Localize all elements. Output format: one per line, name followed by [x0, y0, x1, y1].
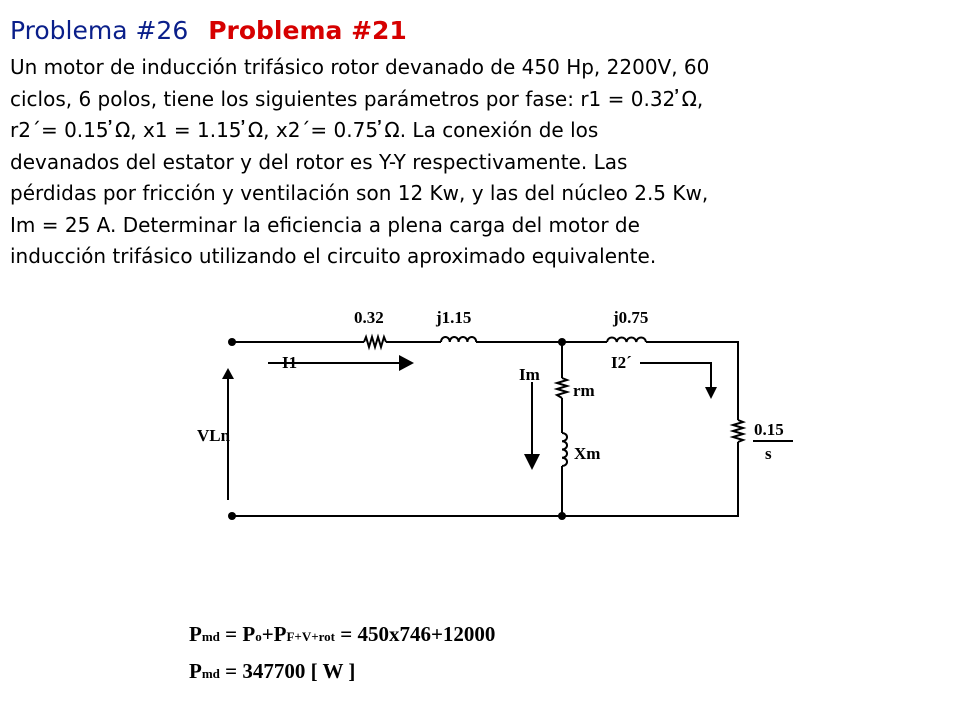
statement-line: ciclos, 6 polos, tiene los siguientes parámetros por fase: r1 = 0.32 ̓Ω,	[10, 86, 704, 111]
node-bottom	[558, 512, 566, 520]
x2-inductor	[607, 338, 646, 342]
title-line	[10, 14, 955, 48]
formula-line-2	[189, 654, 495, 691]
formula-text: P	[189, 659, 202, 683]
formula-subscript: F+V+rot	[286, 629, 335, 644]
xm-label: Xm	[574, 444, 601, 463]
formula-text: = 347700 [ W ]	[219, 659, 356, 683]
terminal-top	[228, 338, 236, 346]
equivalent-circuit-diagram	[0, 290, 960, 540]
problem-title: Problema #26	[10, 16, 189, 45]
vln-arrowhead	[222, 368, 234, 379]
i2-label: I2´	[611, 353, 632, 372]
terminal-bottom	[228, 512, 236, 520]
load-denominator: s	[765, 444, 772, 463]
statement-line: devanados del estator y del rotor es Y-Y respectivamente. Las	[10, 149, 628, 174]
vln-label: VLn	[197, 426, 231, 445]
xm-inductor	[562, 433, 567, 466]
im-label: Im	[519, 365, 540, 384]
load-resistor	[733, 420, 743, 442]
i2-arrow-line	[640, 363, 711, 388]
x1-inductor	[441, 337, 476, 342]
i2-arrowhead	[705, 387, 717, 399]
formula-text: +P	[261, 622, 287, 646]
formula-line-1	[189, 617, 495, 654]
x1-label: j1.15	[436, 308, 472, 327]
r1-resistor	[364, 337, 386, 347]
x2-label: j0.75	[613, 308, 649, 327]
formula-text: = 450x746+12000	[335, 622, 496, 646]
formula-text: = P	[219, 622, 256, 646]
formula-subscript: md	[201, 629, 220, 644]
im-arrowhead	[524, 454, 540, 470]
top-wire	[232, 342, 738, 420]
bottom-wire	[232, 442, 738, 516]
load-numerator: 0.15	[754, 420, 784, 439]
header	[10, 14, 955, 273]
statement-line: Im = 25 A. Determinar la eficiencia a plena carga del motor de	[10, 212, 640, 237]
i1-label: I1	[282, 353, 298, 372]
node-top	[558, 338, 566, 346]
formula-subscript: md	[201, 666, 220, 681]
rm-resistor	[557, 378, 567, 398]
i1-arrowhead	[399, 355, 414, 371]
statement-line: Un motor de inducción trifásico rotor devanado de 450 Hp, 2200V, 60	[10, 55, 710, 79]
statement-line: r2´= 0.15 ̓Ω, x1 = 1.15 ̓Ω, x2´= 0.75 ̓Ω. La conexión de los	[10, 118, 599, 142]
problem-title-alt: Problema #21	[208, 16, 407, 45]
formulas	[189, 617, 495, 691]
rm-label: rm	[573, 381, 595, 400]
problem-statement	[10, 52, 955, 273]
formula-text: P	[189, 622, 202, 646]
statement-line: inducción trifásico utilizando el circuito aproximado equivalente.	[10, 244, 657, 268]
r1-label: 0.32	[354, 308, 384, 327]
formula-subscript: o	[255, 629, 262, 644]
statement-line: pérdidas por fricción y ventilación son 12 Kw, y las del núcleo 2.5 Kw,	[10, 181, 709, 205]
